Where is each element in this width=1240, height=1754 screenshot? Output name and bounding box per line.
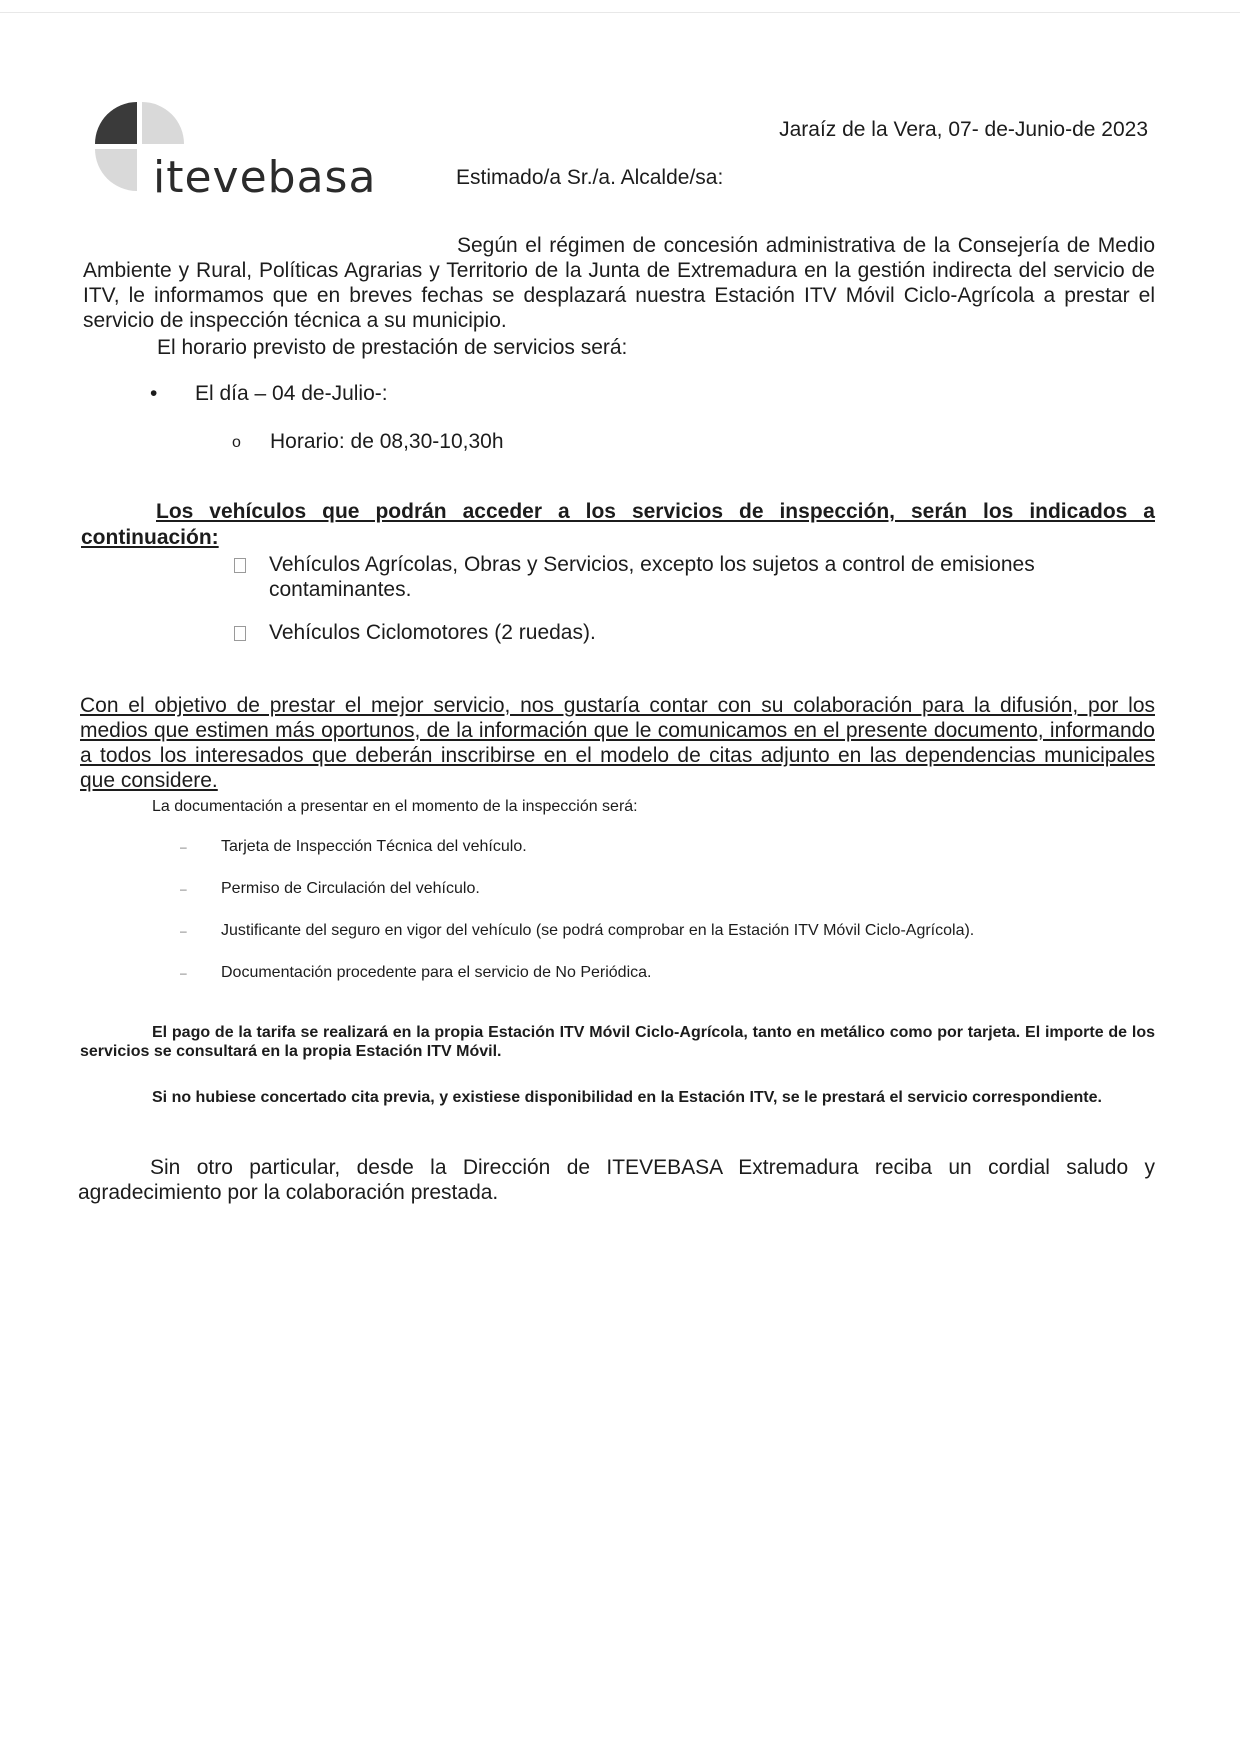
list-item (180, 921, 1140, 941)
itevebasa-logo (95, 102, 395, 202)
list-item (180, 837, 1140, 857)
dash-bullet-icon: – (180, 882, 187, 896)
list-item (180, 963, 1140, 983)
vehicles-list (232, 552, 1155, 663)
vehicle-type: Vehículos Ciclomotores (2 ruedas). (269, 621, 596, 644)
vehicles-heading: Los vehículos que podrán acceder a los servicios de inspección, serán los indicados a continuación: (81, 500, 1155, 549)
document-item: Documentación procedente para el servicio de No Periódica. (221, 964, 652, 981)
vehicle-type: Vehículos Agrícolas, Obras y Servicios, excepto los sujetos a control de emisiones contaminantes. (269, 553, 1035, 601)
documentation-list (180, 837, 1140, 1005)
no-appointment-paragraph: Si no hubiese concertado cita previa, y existiese disponibilidad en la Estación ITV, se le prestará el servicio correspondiente. (152, 1089, 1102, 1106)
intro-paragraph: Según el régimen de concesión administrativa de la Consejería de Medio Ambiente y Rural, Políticas Agrarias y Territorio de la Junta de Extremadura en la gestión indirecta del servicio de ITV, le informamos que en breves fechas se desplazará nuestra Estación ITV Móvil Ciclo-Agrícola a prestar el servicio de inspección técnica a su municipio. (83, 234, 1155, 332)
payment-paragraph: El pago de la tarifa se realizará en la propia Estación ITV Móvil Ciclo-Agrícola, tanto en metálico como por tarjeta. El importe de los servicios se consultará en la propia Estación ITV Móvil. (80, 1024, 1155, 1060)
logo-wordmark: itevebasa (153, 152, 377, 203)
document-item: Justificante del seguro en vigor del vehículo (se podrá comprobar en la Estación ITV Móvil Ciclo-Agrícola). (221, 922, 975, 939)
checkbox-icon (234, 558, 246, 573)
schedule-day: El día – 04 de-Julio-: (195, 382, 388, 405)
dash-bullet-icon: – (180, 840, 187, 854)
schedule-hours-item (232, 430, 504, 456)
letter-greeting: Estimado/a Sr./a. Alcalde/sa: (456, 166, 724, 189)
schedule-hours: Horario: de 08,30-10,30h (270, 430, 504, 453)
documentation-intro: La documentación a presentar en el momento de la inspección será: (152, 798, 638, 815)
checkbox-icon (234, 626, 246, 641)
list-item (232, 620, 1155, 645)
collaboration-paragraph: Con el objetivo de prestar el mejor servicio, nos gustaría contar con su colaboración para la difusión, por los medios que estimen más oportunos, de la información que le comunicamos en el presente documento, informando a todos los interesados que deberán inscribirse en el modelo de citas adjunto en las dependencias municipales que considere. (80, 694, 1155, 792)
scan-top-edge (0, 12, 1240, 13)
list-item (232, 552, 1155, 602)
dash-bullet-icon: – (180, 966, 187, 980)
circle-bullet-icon: o (232, 434, 241, 451)
document-item: Tarjeta de Inspección Técnica del vehículo. (221, 838, 527, 855)
bullet-icon: • (150, 382, 158, 405)
schedule-day-item (150, 382, 388, 406)
schedule-intro: El horario previsto de prestación de servicios será: (157, 336, 628, 359)
closing-paragraph: Sin otro particular, desde la Dirección de ITEVEBASA Extremadura reciba un cordial saludo y agradecimiento por la colaboración prestada. (78, 1156, 1155, 1204)
document-item: Permiso de Circulación del vehículo. (221, 880, 480, 897)
letter-date: Jaraíz de la Vera, 07- de-Junio-de 2023 (779, 118, 1148, 141)
list-item (180, 879, 1140, 899)
dash-bullet-icon: – (180, 924, 187, 938)
